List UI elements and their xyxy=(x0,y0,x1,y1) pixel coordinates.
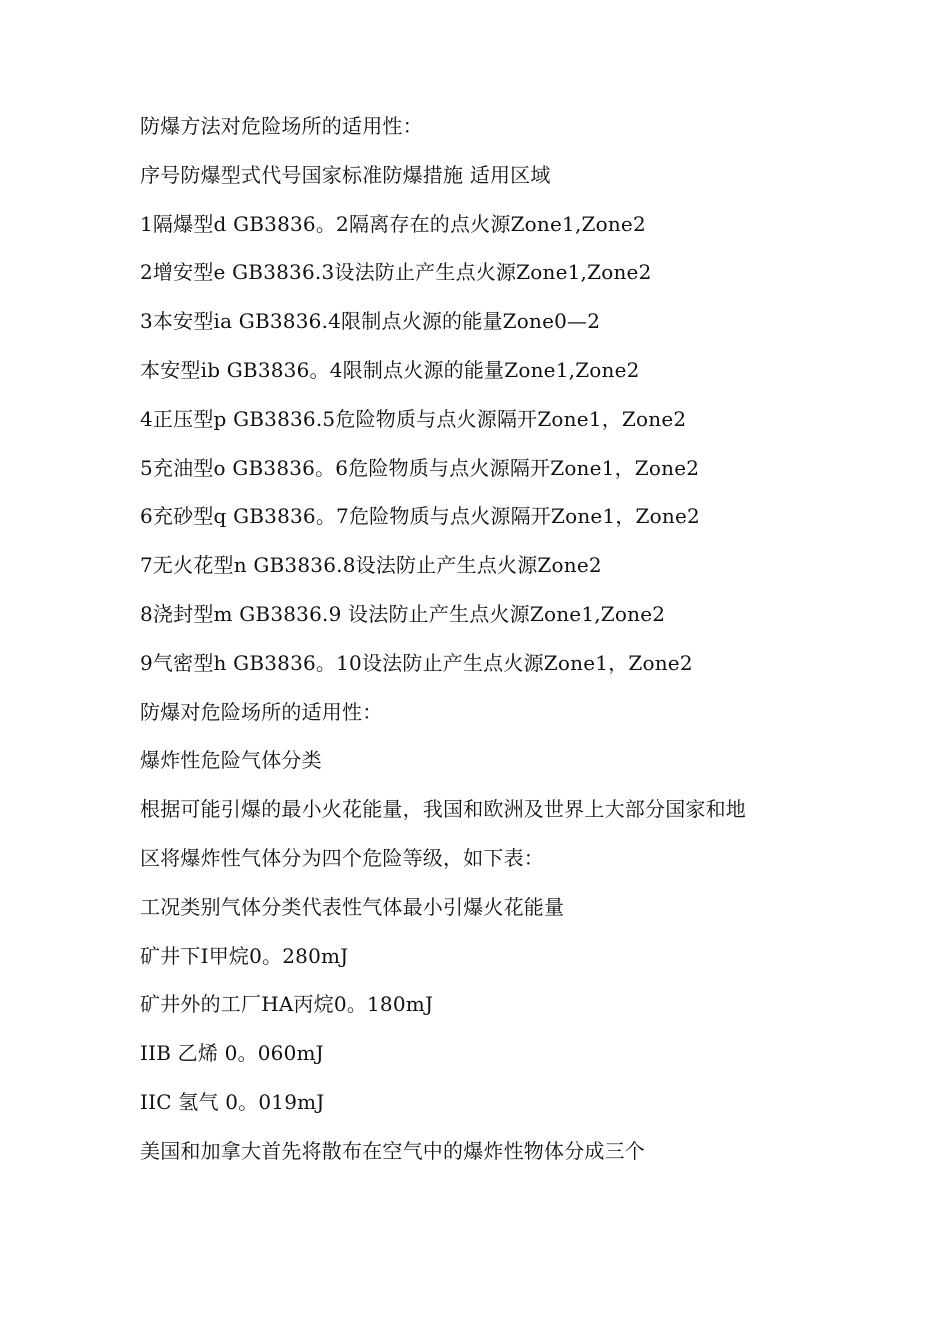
section-heading-gas-classification: 爆炸性危险气体分类 xyxy=(140,748,322,773)
table-row: 本安型ib GB3836。4限制点火源的能量Zone1,Zone2 xyxy=(140,357,640,382)
gas-table-header-row: 工况类别气体分类代表性气体最小引爆火花能量 xyxy=(140,894,565,919)
table-row: 7无火花型n GB3836.8设法防止产生点火源Zone2 xyxy=(140,553,602,578)
table-row: 8浇封型m GB3836.9 设法防止产生点火源Zone1,Zone2 xyxy=(140,601,666,626)
paragraph-line: 美国和加拿大首先将散布在空气中的爆炸性物体分成三个 xyxy=(140,1138,645,1163)
section-heading-applicability: 防爆方法对危险场所的适用性： xyxy=(140,114,423,138)
table-header-row: 序号防爆型式代号国家标准防爆措施 适用区域 xyxy=(140,162,551,187)
table-row: 1隔爆型d GB3836。2隔离存在的点火源Zone1,Zone2 xyxy=(140,211,646,236)
table-row: 9气密型h GB3836。10设法防止产生点火源Zone1，Zone2 xyxy=(140,650,693,675)
gas-table-row: IIC 氢气 0。019mJ xyxy=(140,1089,325,1114)
gas-table-row: IIB 乙烯 0。060mJ xyxy=(140,1041,324,1066)
document-body xyxy=(140,102,920,1176)
gas-table-row: 矿井外的工厂HA丙烷0。180mJ xyxy=(140,992,434,1017)
paragraph-line: 根据可能引爆的最小火花能量，我国和欧洲及世界上大部分国家和地 xyxy=(140,797,746,822)
section-heading: 防爆对危险场所的适用性： xyxy=(140,699,383,724)
table-row: 2增安型e GB3836.3设法防止产生点火源Zone1,Zone2 xyxy=(140,260,652,285)
table-row: 4正压型p GB3836.5危险物质与点火源隔开Zone1，Zone2 xyxy=(140,406,687,431)
gas-table-row: 矿井下I甲烷0。280mJ xyxy=(140,943,349,968)
paragraph-line: 区将爆炸性气体分为四个危险等级，如下表： xyxy=(140,845,544,870)
table-row: 3本安型ia GB3836.4限制点火源的能量Zone0—2 xyxy=(140,309,601,334)
table-row: 5充油型o GB3836。6危险物质与点火源隔开Zone1，Zone2 xyxy=(140,455,700,480)
table-row: 6充砂型q GB3836。7危险物质与点火源隔开Zone1，Zone2 xyxy=(140,504,700,529)
